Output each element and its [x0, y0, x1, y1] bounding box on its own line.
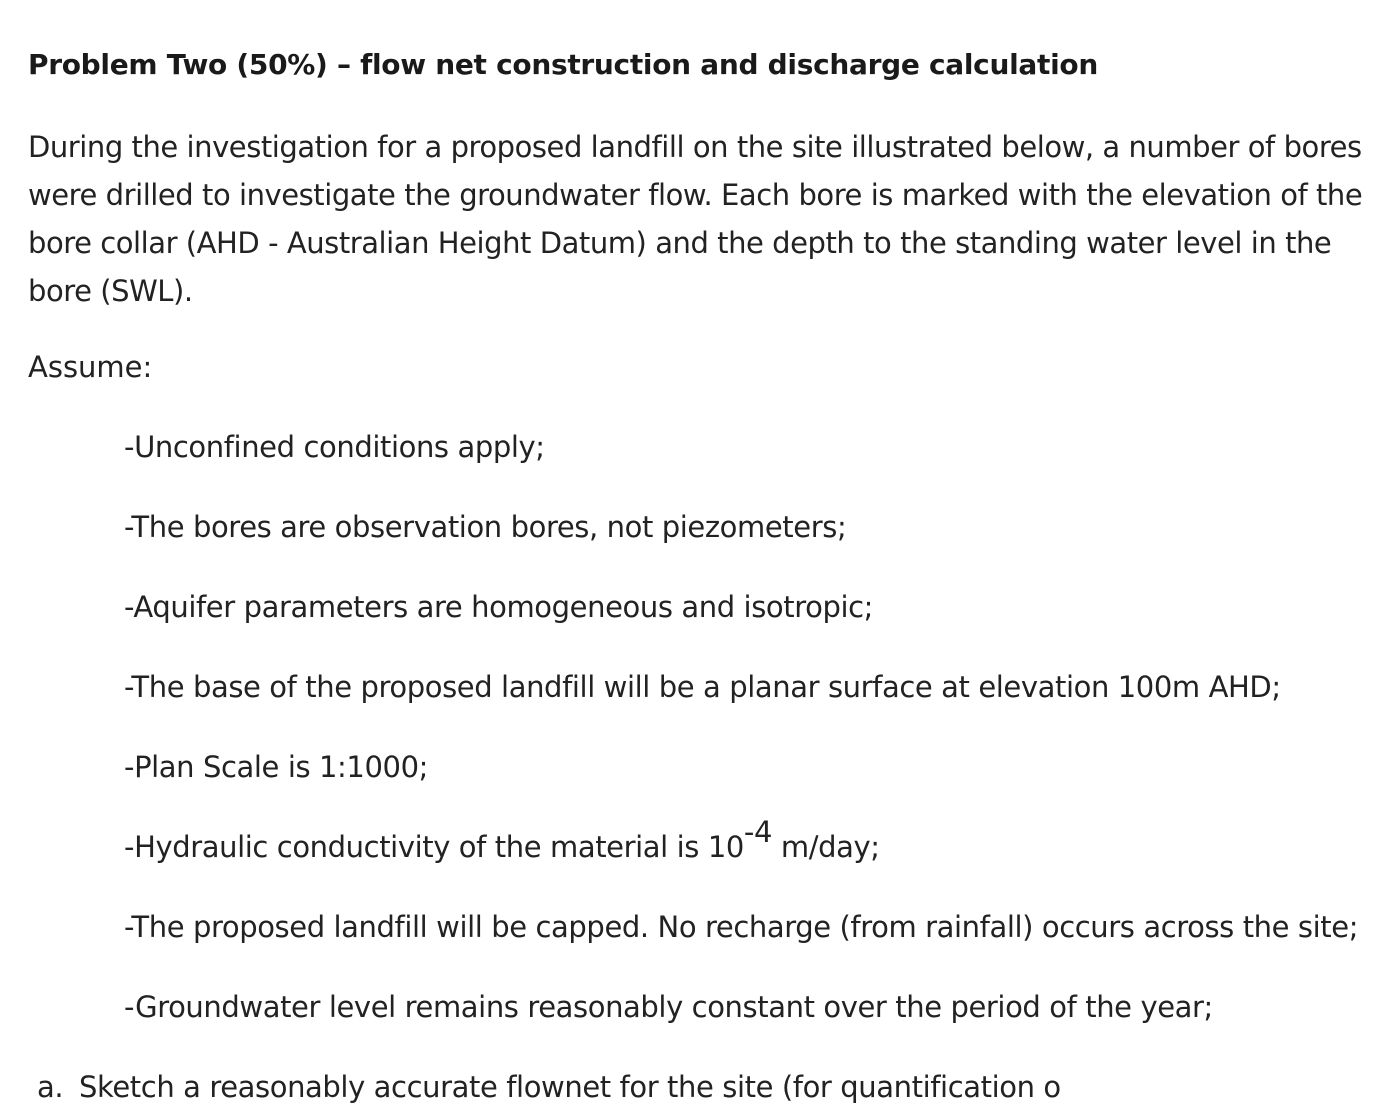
assumption-landfill-base: -The base of the proposed landfill will be a planar surface at elevation 100m AHD; [124, 670, 1281, 704]
assumption-constant-groundwater: -Groundwater level remains reasonably constant over the period of the year; [124, 990, 1213, 1024]
assumption-plan-scale: -Plan Scale is 1:1000; [124, 750, 428, 784]
task-marker: a. [37, 1070, 64, 1104]
assumption-observation-bores: -The bores are observation bores, not piezometers; [124, 510, 847, 544]
assumption-homogeneous: -Aquifer parameters are homogeneous and isotropic; [124, 590, 874, 624]
task-item-a [37, 1070, 1061, 1104]
conductivity-suffix: m/day; [772, 830, 880, 864]
assumption-hydraulic-conductivity [124, 815, 880, 864]
assumption-no-recharge: -The proposed landfill will be capped. No recharge (from rainfall) occurs across the site; [124, 910, 1359, 944]
conductivity-prefix: -Hydraulic conductivity of the material is 10 [124, 830, 744, 864]
assume-label: Assume: [28, 350, 153, 384]
task-text: Sketch a reasonably accurate flownet for the site (for quantification o [79, 1070, 1061, 1104]
problem-heading: Problem Two (50%) – flow net construction and discharge calculation [28, 48, 1098, 81]
assumption-unconfined: -Unconfined conditions apply; [124, 430, 545, 464]
intro-paragraph: During the investigation for a proposed landfill on the site illustrated below, a number of bores were drilled to investigate the groundwater flow. Each bore is marked with the elevation of the bore collar (AHD - Australian Height Datum) and the depth to the standing water level in the bore (SWL). [28, 130, 1363, 308]
conductivity-exponent: -4 [743, 815, 773, 850]
